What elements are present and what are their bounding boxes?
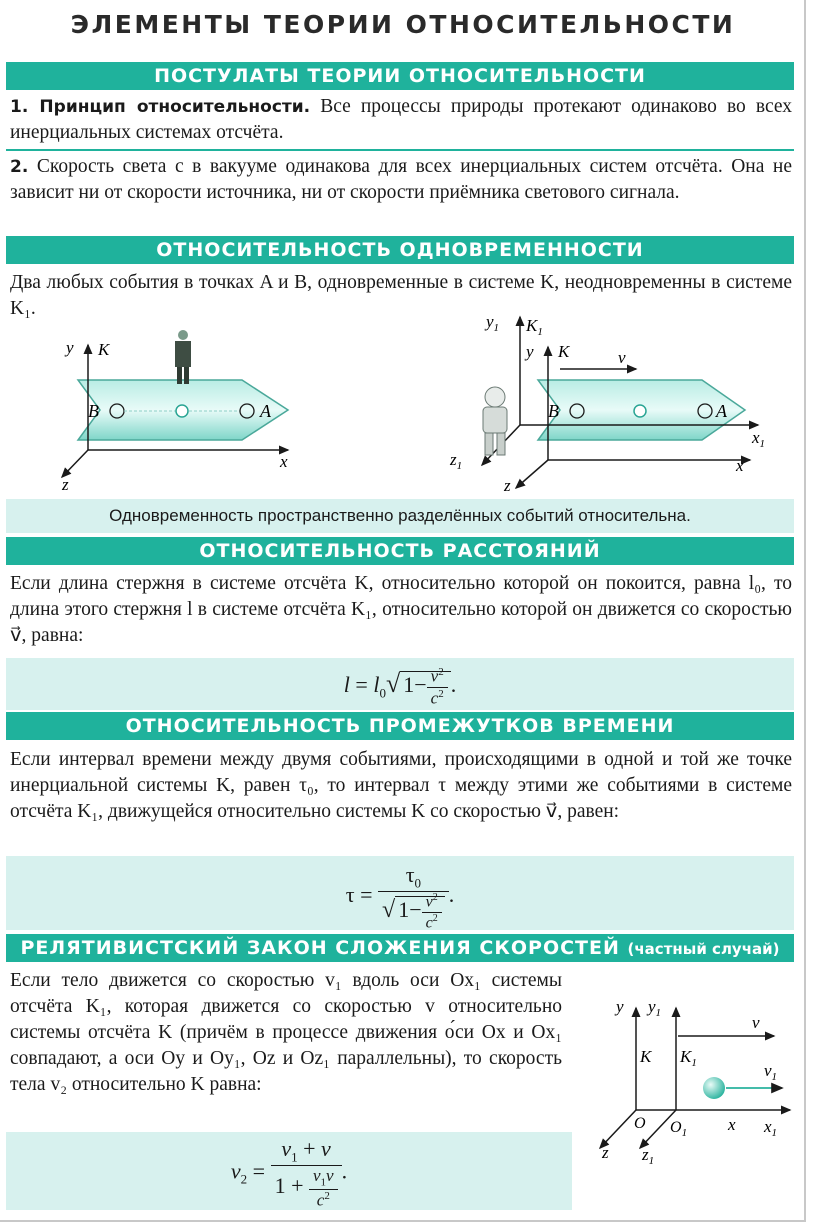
- axis-label-y: y: [526, 342, 534, 361]
- simultaneity-diagram-left: [40, 325, 320, 495]
- formula-velocity-addition: [6, 1132, 572, 1210]
- postulate-2-number: 2.: [10, 157, 29, 177]
- light-flash-icon: [176, 405, 188, 417]
- formula-time-dilation: [6, 856, 794, 930]
- frame-label-K1: $K_1$: [680, 1047, 697, 1069]
- axis-label-x: x: [736, 456, 744, 475]
- frame-label-K1: $K_1$: [526, 316, 543, 338]
- axis-label-z1: $z_1$: [450, 450, 463, 472]
- point-label-A: A: [260, 401, 271, 421]
- velocity-label-v1: $v_1$: [764, 1061, 778, 1083]
- origin-label-O: O: [634, 1115, 646, 1132]
- distances-text: Если длина стержня в системе отсчёта K, относительно которой он покоится, равна l₀, то длина этого стержня l в системе отсчёта K₁, относительно которой он движется со скоростью v⃗, равна:: [10, 573, 792, 646]
- axis-label-y1: $y_1$: [648, 997, 662, 1019]
- formula-v2: $v_2$ = $v_1 + v$ 1 + $\frac{v_1v}{c^2}$ .: [230, 1136, 348, 1210]
- axis-label-y1: $y_1$: [486, 312, 500, 334]
- simultaneity-diagram-right: [440, 305, 780, 495]
- velocity-label-v: v: [618, 348, 626, 367]
- section-heading-postulates: ПОСТУЛАТЫ ТЕОРИИ ОТНОСИТЕЛЬНОСТИ: [6, 62, 794, 90]
- formula-length-contraction: [6, 658, 794, 710]
- simultaneity-text: Два любых события в точках A и B, одновременные в системе K, неодновременны в системе K₁.: [10, 272, 792, 319]
- velocity-label-v: v: [752, 1013, 760, 1032]
- astronaut-icon: [483, 387, 507, 455]
- section-heading-time: ОТНОСИТЕЛЬНОСТЬ ПРОМЕЖУТКОВ ВРЕМЕНИ: [6, 712, 794, 740]
- axis-label-z: z: [504, 476, 511, 495]
- section-heading-distances: ОТНОСИТЕЛЬНОСТЬ РАССТОЯНИЙ: [6, 537, 794, 565]
- axis-label-x1: $x_1$: [764, 1117, 778, 1139]
- axis-label-x: x: [280, 452, 288, 471]
- axis-label-z: z: [602, 1143, 609, 1162]
- postulate-2-text: Скорость света c в вакууме одинакова для всех инерциальных систем отсчёта. Она не зависит ни от скорости источника, ни от скорости приёмника светового сигнала.: [10, 156, 792, 203]
- time-text: Если интервал времени между двумя событиями, происходящими в одной и той же точке инерциальной системы K, равен τ₀, то интервал τ между этими же событиями в системе отсчёта K₁, движущейся относительно системы K со скоростью v⃗, равен:: [10, 749, 792, 822]
- postulate-1: [10, 94, 792, 146]
- postulate-1-text: Все процессы природы протекают одинаково во всех инерциальных системах отсчёта.: [10, 96, 792, 143]
- frame-label-K: K: [558, 342, 570, 361]
- axis-label-y: y: [66, 338, 74, 357]
- standing-person-icon: [175, 330, 191, 384]
- point-label-B: B: [88, 401, 99, 421]
- velocity-addition-diagram: [578, 990, 800, 1170]
- axis-label-z: z: [62, 475, 69, 494]
- velocities-text: Если тело движется со скоростью v₁ вдоль оси Ox₁ системы отсчёта K₁, которая движется со скоростью v относительно системы отсчёта K (причём в процессе движения о́си Ox и Ox₁ совпадают, а оси Oy и Oy₁, Oz и Oz₁ параллельны), то скорость тела v₂ относительно K равна:: [10, 970, 562, 1095]
- axis-label-y: y: [616, 997, 624, 1016]
- axis-label-x1: $x_1$: [752, 428, 766, 450]
- postulate-1-title: 1. Принцип относительности.: [10, 97, 311, 117]
- divider: [6, 149, 794, 151]
- axis-label-z1: $z_1$: [642, 1145, 655, 1167]
- postulate-2: [10, 154, 792, 206]
- section-heading-simultaneity: ОТНОСИТЕЛЬНОСТЬ ОДНОВРЕМЕННОСТИ: [6, 236, 794, 264]
- moving-body-icon: [703, 1077, 725, 1099]
- frame-label-K: K: [98, 340, 110, 359]
- frame-label-K: K: [640, 1047, 652, 1066]
- point-label-B: B: [548, 401, 559, 421]
- page-title: ЭЛЕМЕНТЫ ТЕОРИИ ОТНОСИТЕЛЬНОСТИ: [70, 10, 736, 39]
- axis-label-x: x: [728, 1115, 736, 1134]
- formula-length: $l = l_0√$ 1− $\frac{v^2}{c^2}$ .: [343, 666, 457, 708]
- origin-label-O1: $O_1$: [670, 1119, 688, 1139]
- formula-tau: τ = $\tau_0$ √ 1− $\frac{v^2}{c^2}$ .: [345, 862, 455, 932]
- light-flash-icon: [634, 405, 646, 417]
- section-heading-velocities: РЕЛЯТИВИСТСКИЙ ЗАКОН СЛОЖЕНИЯ СКОРОСТЕЙ (частный случай): [6, 934, 794, 962]
- simultaneity-note: Одновременность пространственно разделённых событий относительна.: [6, 499, 794, 533]
- point-label-A: A: [716, 401, 727, 421]
